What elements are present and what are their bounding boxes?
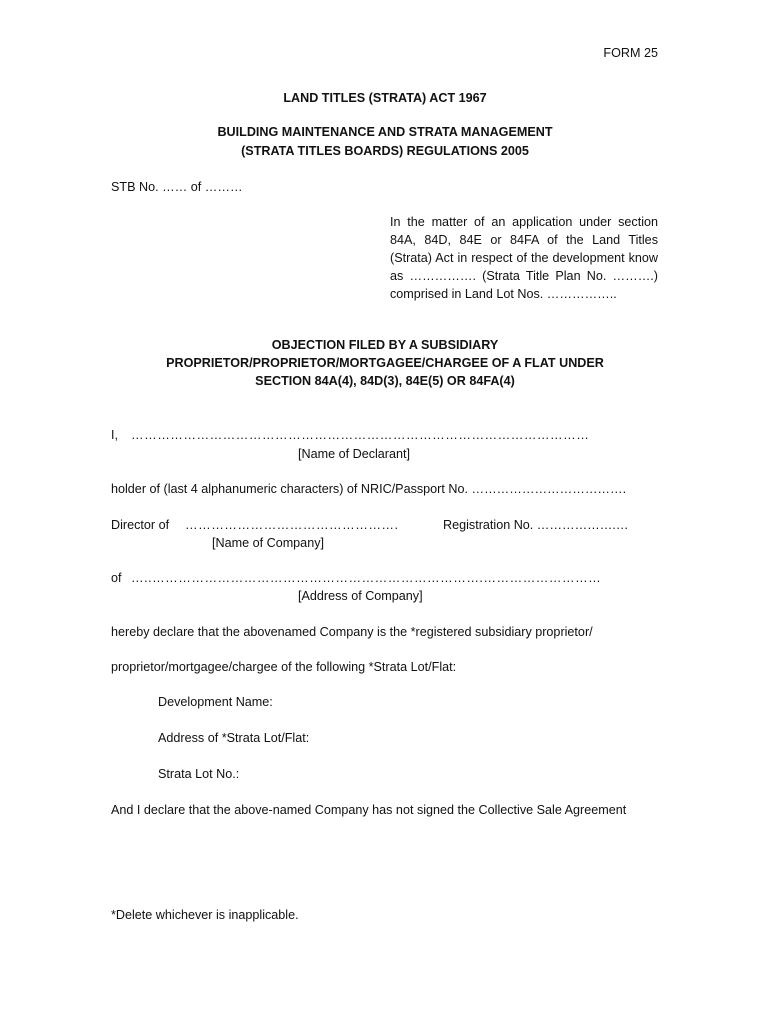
address-caption: [Address of Company] (298, 589, 423, 603)
development-name-field: Development Name: (158, 695, 273, 709)
nric-line: holder of (last 4 alphanumeric characters) of NRIC/Passport No. ………………………………. (111, 482, 627, 496)
strata-address-field: Address of *Strata Lot/Flat: (158, 731, 310, 745)
objection-title-line-2: PROPRIETOR/PROPRIETOR/MORTGAGEE/CHARGEE OF A FLAT UNDER (166, 356, 604, 370)
declarant-caption: [Name of Declarant] (298, 447, 410, 461)
company-caption: [Name of Company] (212, 536, 324, 550)
registration-number: Registration No. ……………….… (443, 518, 629, 532)
form-number: FORM 25 (603, 46, 658, 60)
objection-title-line-1: OBJECTION FILED BY A SUBSIDIARY (271, 338, 499, 352)
declaration-line-1: hereby declare that the abovenamed Company is the *registered subsidiary proprietor/ (111, 625, 593, 639)
objection-title-line-3: SECTION 84A(4), 84D(3), 84E(5) OR 84FA(4) (255, 374, 515, 388)
company-address-blank: …..………………………………………………………………….……………………… (131, 571, 602, 585)
director-prefix: Director of (111, 518, 170, 532)
stb-number-line: STB No. …… of ……… (111, 180, 243, 194)
strata-lot-number-field: Strata Lot No.: (158, 767, 240, 781)
company-name-blank: …………………………………………. (185, 518, 399, 532)
declarant-name-blank: …………………………………………………………………………………………… (131, 428, 590, 442)
declaration-line-2: proprietor/mortgagee/chargee of the following *Strata Lot/Flat: (111, 660, 457, 674)
address-prefix: of (111, 571, 122, 585)
regulations-line-2: (STRATA TITLES BOARDS) REGULATIONS 2005 (241, 144, 529, 158)
matter-paragraph: In the matter of an application under section 84A, 84D, 84E or 84FA of the Land Titles (Strata) Act in respect of the development know as ……………. (Strata Title Plan No. ……….) comprised in Land Lot Nos. …………….. (390, 215, 658, 301)
regulations-line-1: BUILDING MAINTENANCE AND STRATA MANAGEMENT (217, 125, 553, 139)
declarant-prefix: I, (111, 428, 118, 442)
collective-sale-declaration: And I declare that the above-named Company has not signed the Collective Sale Agreement (111, 803, 627, 817)
act-title: LAND TITLES (STRATA) ACT 1967 (283, 91, 487, 105)
footnote: *Delete whichever is inapplicable. (111, 908, 299, 922)
